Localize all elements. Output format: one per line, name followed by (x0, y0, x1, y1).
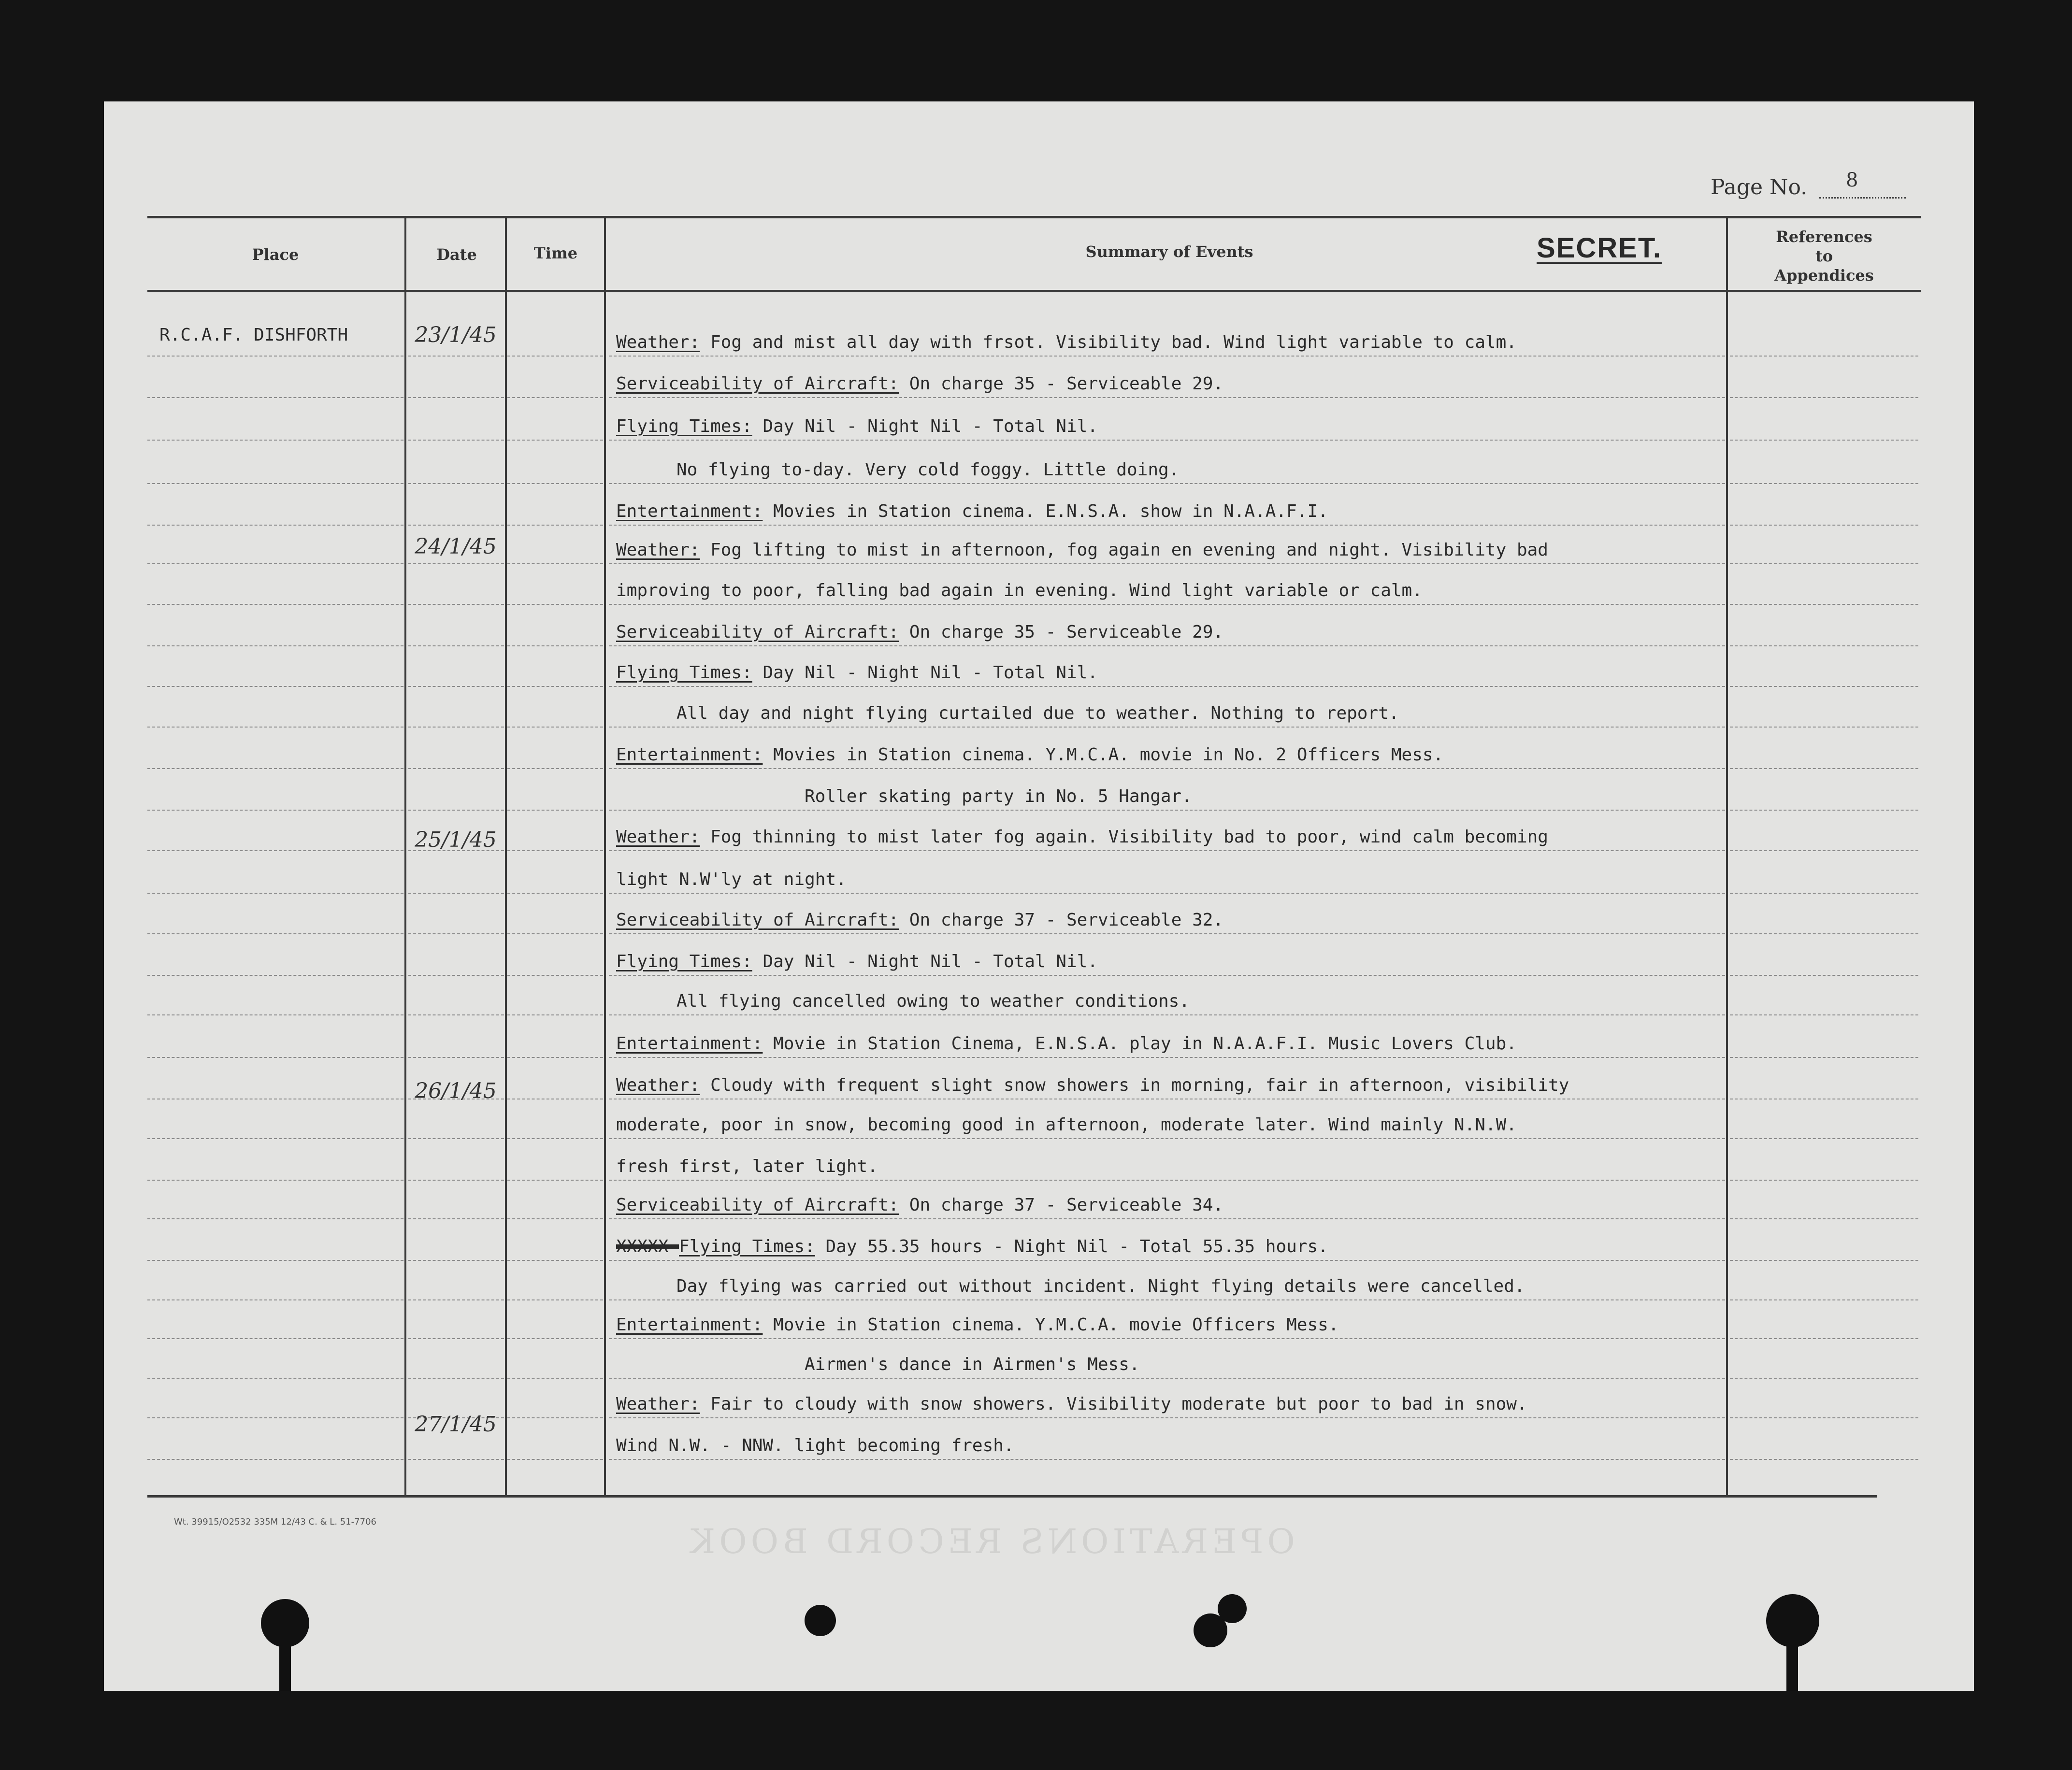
ruled-line (507, 1459, 603, 1460)
ruled-line (147, 1014, 403, 1015)
entry-text: On charge 37 - Serviceable 32. (899, 910, 1224, 930)
ruled-line (147, 768, 403, 769)
ruled-line (609, 850, 1725, 851)
entry-text: Movie in Station cinema. Y.M.C.A. movie Officers Mess. (763, 1315, 1339, 1335)
summary-line (616, 910, 1223, 930)
entry-text: Day flying was carried out without incident. Night flying details were cancelled. (676, 1276, 1525, 1296)
ruled-line (507, 604, 603, 605)
ruled-line (609, 768, 1725, 769)
ruled-line (609, 356, 1725, 357)
ruled-line (147, 1057, 403, 1058)
ruled-line (1730, 975, 1918, 976)
ruled-line (1730, 1260, 1918, 1261)
summary-line (616, 1237, 1328, 1256)
ruled-line (609, 1378, 1725, 1379)
ruled-line (609, 397, 1725, 398)
ruled-line (609, 975, 1725, 976)
summary-line (616, 663, 1098, 683)
ruled-line (1730, 768, 1918, 769)
binder-hole-slot (1786, 1633, 1798, 1691)
ruled-line (1730, 893, 1918, 894)
entry-text: improving to poor, falling bad again in evening. Wind light variable or calm. (616, 581, 1423, 600)
entry-text: Fog lifting to mist in afternoon, fog again en evening and night. Visibility bad (700, 540, 1548, 560)
ruled-line (1730, 850, 1918, 851)
entry-label: Weather: (616, 827, 700, 847)
ruled-line (408, 604, 504, 605)
entry-label: Serviceability of Aircraft: (616, 1195, 899, 1215)
header-bottom-border (147, 290, 1921, 292)
page-no-value: 8 (1846, 169, 1858, 191)
ruled-line (507, 563, 603, 564)
ruled-line (408, 1459, 504, 1460)
header-place: Place (252, 245, 299, 264)
entry-text: light N.W'ly at night. (616, 870, 847, 889)
ruled-line (507, 768, 603, 769)
ruled-line (507, 1138, 603, 1139)
ruled-line (609, 1299, 1725, 1300)
bleed-through-text: OPERATIONS RECORD BOOK (686, 1522, 1295, 1561)
ruled-line (507, 1378, 603, 1379)
ruled-line (408, 397, 504, 398)
ruled-line (1730, 1338, 1918, 1339)
ruled-line (507, 850, 603, 851)
date-entry: 24/1/45 (415, 534, 497, 559)
date-entry: 27/1/45 (415, 1412, 497, 1437)
entry-text: All flying cancelled owing to weather conditions. (676, 991, 1190, 1011)
ruled-line (609, 1260, 1725, 1261)
ruled-line (609, 1138, 1725, 1139)
entry-label: Serviceability of Aircraft: (616, 910, 899, 930)
ruled-line (147, 1378, 403, 1379)
place-date-divider (404, 216, 406, 1495)
entry-text: moderate, poor in snow, becoming good in afternoon, moderate later. Wind mainly N.N.W. (616, 1115, 1517, 1135)
ruled-line (507, 483, 603, 484)
ruled-line (1730, 933, 1918, 934)
ruled-line (408, 933, 504, 934)
ruled-line (507, 1180, 603, 1181)
ruled-line (147, 893, 403, 894)
entry-label: Entertainment: (616, 1034, 763, 1054)
summary-line (805, 1355, 1140, 1374)
ruled-line (1730, 356, 1918, 357)
ruled-line (147, 1299, 403, 1300)
entry-text: fresh first, later light. (616, 1156, 878, 1176)
entry-text: Movie in Station Cinema, E.N.S.A. play in N.A.A.F.I. Music Lovers Club. (763, 1034, 1517, 1054)
ruled-line (147, 440, 403, 441)
ruled-line (408, 727, 504, 728)
ruled-line (408, 1138, 504, 1139)
summary-line (616, 745, 1443, 765)
place-entry: R.C.A.F. DISHFORTH (159, 325, 348, 345)
entry-text: On charge 35 - Serviceable 29. (899, 622, 1224, 642)
ruled-line (507, 397, 603, 398)
ruled-line (408, 1378, 504, 1379)
ruled-line (609, 1180, 1725, 1181)
summary-line (676, 991, 1190, 1011)
entry-text: All day and night flying curtailed due to weather. Nothing to report. (676, 703, 1399, 723)
entry-text: Day 55.35 hours - Night Nil - Total 55.35 hours. (815, 1237, 1328, 1256)
ruled-line (1730, 1459, 1918, 1460)
ruled-line (147, 727, 403, 728)
ruled-line (609, 483, 1725, 484)
entry-label: Flying Times: (679, 1237, 815, 1256)
ruled-line (147, 810, 403, 811)
ruled-line (507, 686, 603, 687)
summary-line (676, 703, 1399, 723)
entry-label: Weather: (616, 1394, 700, 1414)
entry-text: On charge 35 - Serviceable 29. (899, 374, 1224, 394)
summary-line (616, 1195, 1223, 1215)
ruled-line (507, 440, 603, 441)
entry-text: No flying to-day. Very cold foggy. Little doing. (676, 460, 1180, 480)
entry-text: Fog and mist all day with frsot. Visibility bad. Wind light variable to calm. (700, 332, 1517, 352)
ruled-line (609, 1417, 1725, 1418)
ruled-line (408, 1180, 504, 1181)
ruled-line (1730, 397, 1918, 398)
ruled-line (1730, 440, 1918, 441)
ruled-line (609, 1218, 1725, 1219)
ruled-line (609, 645, 1725, 646)
ruled-line (507, 893, 603, 894)
ruled-line (609, 893, 1725, 894)
page-no-line (1819, 197, 1906, 199)
date-entry: 26/1/45 (415, 1079, 497, 1103)
ruled-line (1730, 1014, 1918, 1015)
summary-line (616, 581, 1423, 600)
entry-label: Weather: (616, 540, 700, 560)
ruled-line (147, 1180, 403, 1181)
ruled-line (408, 356, 504, 357)
ruled-line (609, 727, 1725, 728)
header-time: Time (533, 244, 578, 262)
entry-text: Fog thinning to mist later fog again. Visibility bad to poor, wind calm becoming (700, 827, 1548, 847)
summary-line (616, 540, 1548, 560)
summary-references-divider (1726, 216, 1728, 1495)
ruled-line (1730, 1057, 1918, 1058)
ruled-line (408, 1057, 504, 1058)
summary-line (616, 332, 1517, 352)
entry-text: Roller skating party in No. 5 Hangar. (805, 786, 1192, 806)
ruled-line (1730, 727, 1918, 728)
ruled-line (408, 1218, 504, 1219)
entry-text: Movies in Station cinema. Y.M.C.A. movie in No. 2 Officers Mess. (763, 745, 1444, 765)
ruled-line (408, 525, 504, 526)
ruled-line (408, 483, 504, 484)
summary-line (616, 1315, 1339, 1335)
ruled-line (147, 604, 403, 605)
summary-line (616, 416, 1098, 436)
ruled-line (147, 686, 403, 687)
summary-line (616, 622, 1223, 642)
summary-line (616, 952, 1098, 971)
ruled-line (147, 645, 403, 646)
table-top-border (147, 216, 1921, 218)
ruled-line (507, 1417, 603, 1418)
ruled-line (1730, 1180, 1918, 1181)
ruled-line (147, 1417, 403, 1418)
entry-label: Serviceability of Aircraft: (616, 374, 899, 394)
entry-label: Entertainment: (616, 501, 763, 521)
ruled-line (408, 1260, 504, 1261)
ruled-line (408, 645, 504, 646)
ruled-line (147, 483, 403, 484)
entry-text: Fair to cloudy with snow showers. Visibility moderate but poor to bad in snow. (700, 1394, 1527, 1414)
ruled-line (507, 1057, 603, 1058)
date-entry: 25/1/45 (415, 828, 497, 852)
ruled-line (507, 1260, 603, 1261)
entry-label: Weather: (616, 1075, 700, 1095)
ruled-line (609, 1459, 1725, 1460)
ruled-line (507, 525, 603, 526)
ruled-line (507, 810, 603, 811)
ruled-line (408, 1338, 504, 1339)
ruled-line (1730, 563, 1918, 564)
entry-text: Day Nil - Night Nil - Total Nil. (752, 416, 1098, 436)
ruled-line (1730, 483, 1918, 484)
time-summary-divider (604, 216, 606, 1495)
ruled-line (1730, 1417, 1918, 1418)
summary-line (676, 460, 1179, 480)
ruled-line (408, 975, 504, 976)
ruled-line (408, 768, 504, 769)
date-time-divider (505, 216, 507, 1495)
ruled-line (609, 1057, 1725, 1058)
ruled-line (147, 563, 403, 564)
ruled-line (1730, 1378, 1918, 1379)
ruled-line (609, 933, 1725, 934)
binder-hole-slot (279, 1633, 291, 1691)
ruled-line (609, 686, 1725, 687)
ruled-line (408, 1014, 504, 1015)
header-references: References to Appendices (1774, 228, 1874, 285)
ruled-line (609, 810, 1725, 811)
ruled-line (507, 1014, 603, 1015)
ruled-line (147, 1218, 403, 1219)
entry-label: Flying Times: (616, 663, 752, 683)
entry-text: Cloudy with frequent slight snow showers in morning, fair in afternoon, visibility (700, 1075, 1569, 1095)
entry-text: Airmen's dance in Airmen's Mess. (805, 1355, 1140, 1374)
ruled-line (1730, 525, 1918, 526)
ruled-line (507, 933, 603, 934)
ruled-line (408, 563, 504, 564)
ruled-line (147, 975, 403, 976)
ruled-line (408, 686, 504, 687)
summary-line (616, 1436, 1014, 1456)
ruled-line (1730, 1218, 1918, 1219)
ruled-line (147, 1459, 403, 1460)
summary-line (616, 870, 847, 889)
summary-line (616, 827, 1548, 847)
entry-text: Day Nil - Night Nil - Total Nil. (752, 952, 1098, 971)
ruled-line (609, 563, 1725, 564)
ruled-line (408, 440, 504, 441)
summary-line (616, 1394, 1527, 1414)
summary-line (616, 1156, 878, 1176)
ruled-line (507, 356, 603, 357)
ruled-line (609, 1014, 1725, 1015)
binder-hole (805, 1605, 836, 1636)
header-date: Date (436, 245, 477, 264)
summary-line (616, 1034, 1517, 1054)
secret-stamp: SECRET. (1537, 232, 1662, 264)
ruled-line (1730, 1299, 1918, 1300)
ruled-line (507, 645, 603, 646)
summary-line (805, 786, 1192, 806)
ruled-line (408, 1299, 504, 1300)
summary-line (616, 501, 1328, 521)
ruled-line (147, 850, 403, 851)
entry-label: Entertainment: (616, 1315, 763, 1335)
entry-label: Entertainment: (616, 745, 763, 765)
ruled-line (1730, 645, 1918, 646)
entry-label: Flying Times: (616, 416, 752, 436)
ruled-line (147, 397, 403, 398)
ruled-line (147, 1138, 403, 1139)
ruled-line (609, 604, 1725, 605)
entry-text: Movies in Station cinema. E.N.S.A. show in N.A.A.F.I. (763, 501, 1328, 521)
table-bottom-border (147, 1495, 1877, 1498)
summary-line (616, 1075, 1569, 1095)
ruled-line (507, 1299, 603, 1300)
ruled-line (147, 1338, 403, 1339)
ruled-line (1730, 1138, 1918, 1139)
entry-label: Weather: (616, 332, 700, 352)
ruled-line (1730, 686, 1918, 687)
summary-line (676, 1276, 1525, 1296)
ruled-line (408, 893, 504, 894)
ruled-line (609, 1338, 1725, 1339)
entry-text: On charge 37 - Serviceable 34. (899, 1195, 1224, 1215)
ruled-line (609, 525, 1725, 526)
entry-label: Flying Times: (616, 952, 752, 971)
header-summary: Summary of Events (1085, 243, 1253, 261)
ruled-line (609, 440, 1725, 441)
binder-hole (1218, 1594, 1247, 1623)
ruled-line (507, 1218, 603, 1219)
page-no-label: Page No. (1711, 175, 1808, 200)
summary-line (616, 1115, 1517, 1135)
ruled-line (147, 1260, 403, 1261)
ruled-line (507, 727, 603, 728)
struck-text: XXXXX (616, 1237, 679, 1256)
entry-text: Day Nil - Night Nil - Total Nil. (752, 663, 1098, 683)
ruled-line (408, 810, 504, 811)
ruled-line (1730, 604, 1918, 605)
ruled-line (147, 525, 403, 526)
ruled-line (147, 356, 403, 357)
date-entry: 23/1/45 (415, 323, 497, 347)
ruled-line (147, 933, 403, 934)
entry-text: Wind N.W. - NNW. light becoming fresh. (616, 1436, 1014, 1456)
form-footer: Wt. 39915/O2532 335M 12/43 C. & L. 51-7706 (174, 1517, 376, 1527)
ruled-line (507, 975, 603, 976)
entry-label: Serviceability of Aircraft: (616, 622, 899, 642)
summary-line (616, 374, 1223, 394)
ruled-line (1730, 810, 1918, 811)
ruled-line (507, 1338, 603, 1339)
